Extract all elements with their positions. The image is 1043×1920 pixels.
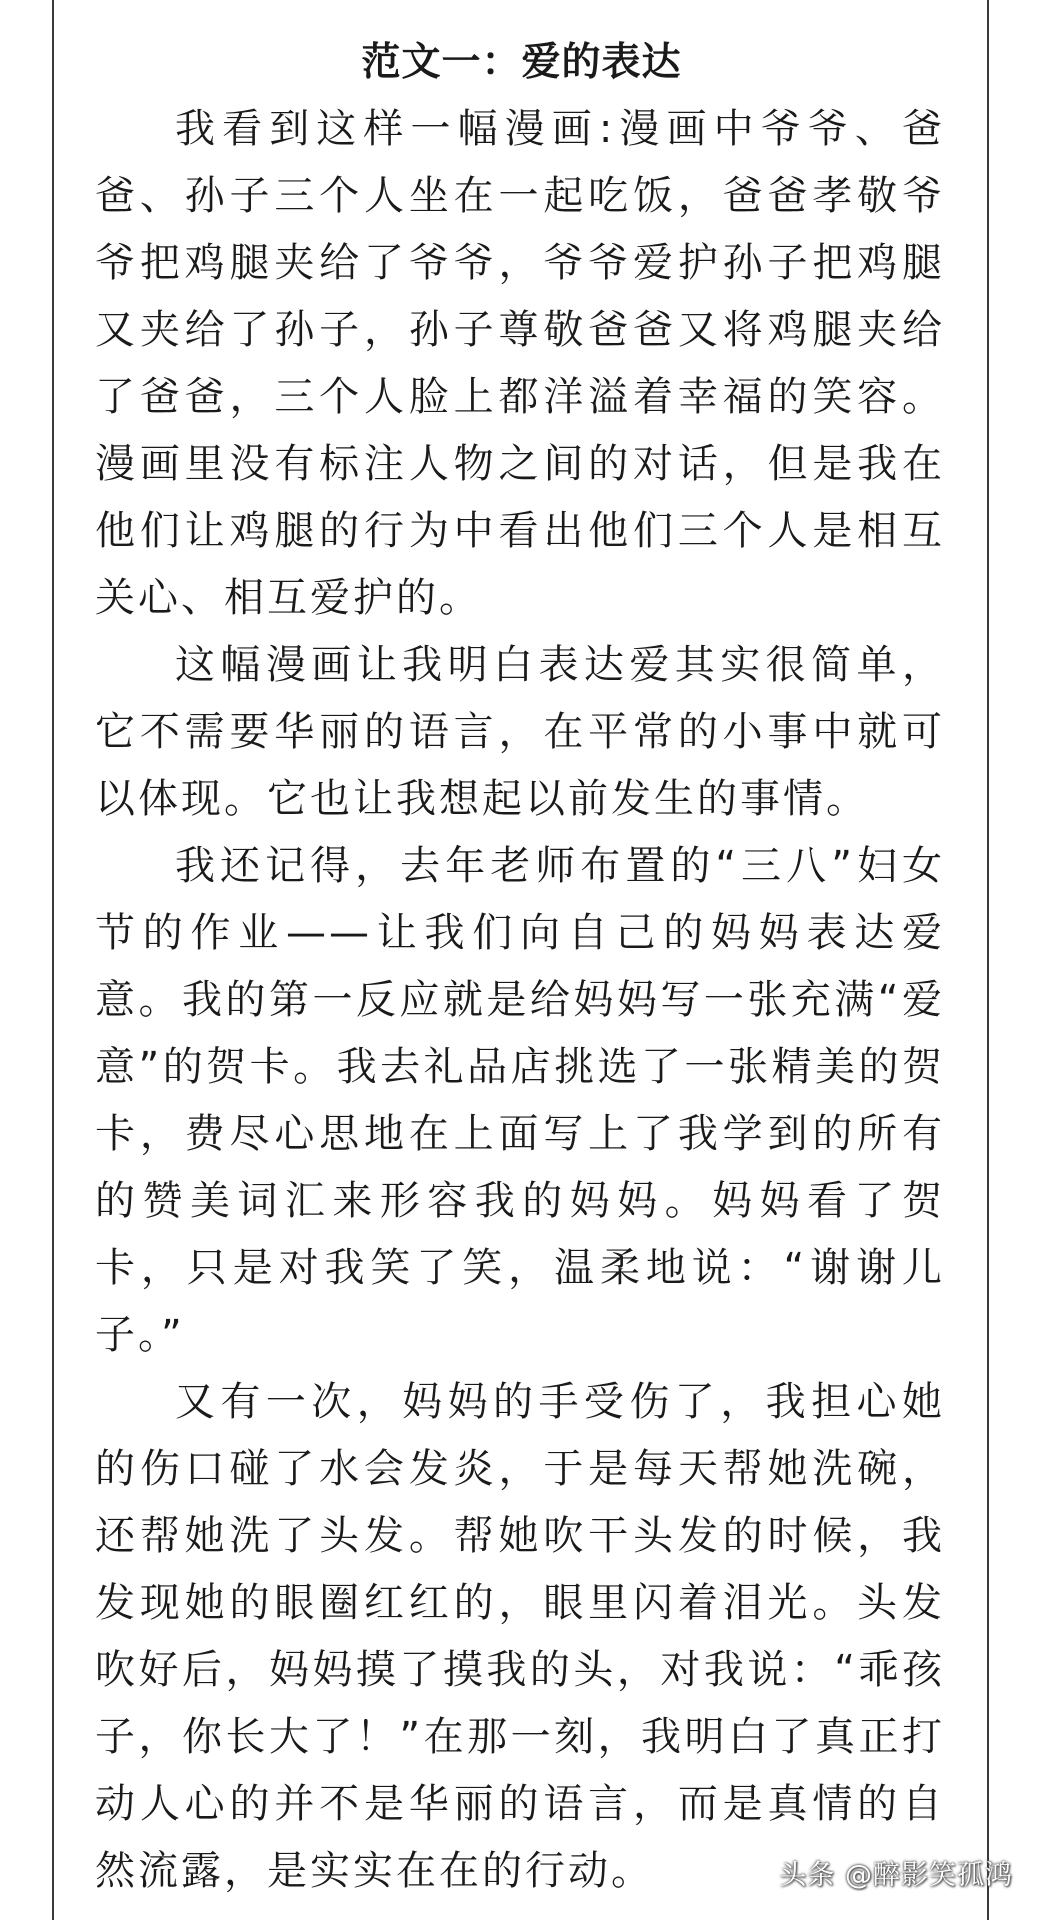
paragraph-4: 又有一次，妈妈的手受伤了，我担心她的伤口碰了水会发炎，于是每天帮她洗碗，还帮她洗了头发。帮她吹干头发的时候，我发现她的眼圈红红的，眼里闪着泪光。头发吹好后，妈妈摸了摸我的头，对我说：“乖孩子，你长大了！”在那一刻，我明白了真正打动人心的并不是华丽的语言，而是真情的自然流露，是实实在在的行动。 bbox=[95, 1379, 945, 1894]
watermark: 头条 @醉影笑孤鸿 bbox=[779, 1860, 1013, 1891]
paragraph-3: 我还记得，去年老师布置的“三八”妇女节的作业——让我们向自己的妈妈表达爱意。我的第一反应就是给妈妈写一张充满“爱意”的贺卡。我去礼品店挑选了一张精美的贺卡，费尽心思地在上面写上了我学到的所有的赞美词汇来形容我的妈妈。妈妈看了贺卡，只是对我笑了笑，温柔地说：“谢谢儿子。” bbox=[95, 843, 945, 1358]
paragraph-2: 这幅漫画让我明白表达爱其实很简单，它不需要华丽的语言，在平常的小事中就可以体现。它也让我想起以前发生的事情。 bbox=[95, 642, 945, 822]
essay-body bbox=[95, 96, 945, 1905]
essay-title: 范文一：爱的表达 bbox=[361, 40, 682, 85]
paragraph-1: 我看到这样一幅漫画:漫画中爷爷、爸爸、孙子三个人坐在一起吃饭，爸爸孝敬爷爷把鸡腿夹给了爷爷，爷爷爱护孙子把鸡腿又夹给了孙子，孙子尊敬爸爸又将鸡腿夹给了爸爸，三个人脸上都洋溢着幸福的笑容。漫画里没有标注人物之间的对话，但是我在他们让鸡腿的行为中看出他们三个人是相互关心、相互爱护的。 bbox=[95, 106, 945, 621]
